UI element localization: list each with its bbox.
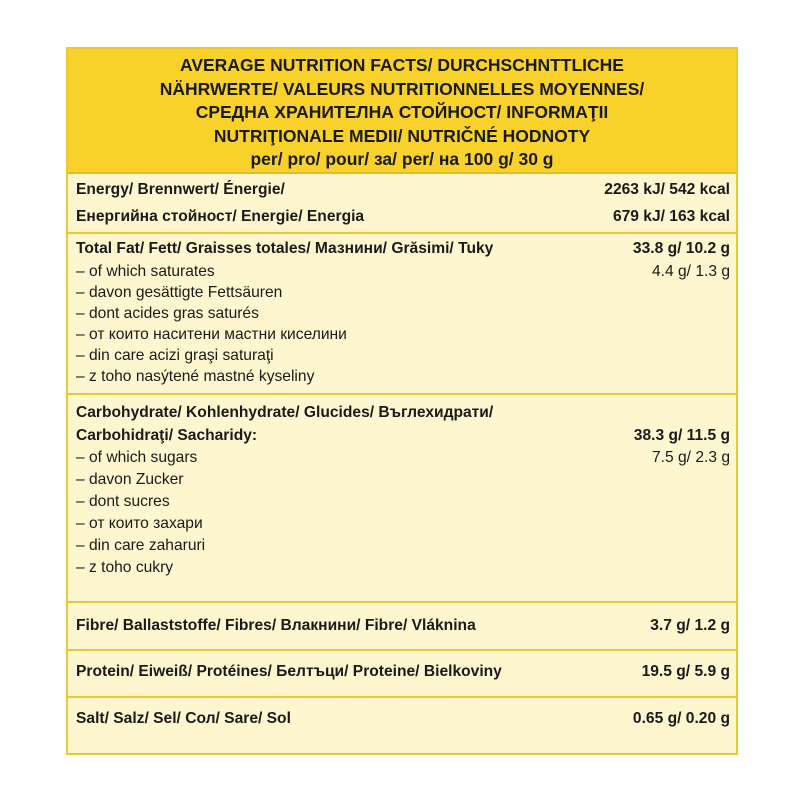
header-line: СРЕДНА ХРАНИТЕЛНА СТОЙНОСТ/ INFORMAŢII bbox=[195, 102, 609, 122]
carbs-sugars-value: 7.5 g/ 2.3 g bbox=[651, 449, 730, 466]
fibre-label: Fibre/ Ballaststoffe/ Fibres/ Влакнини/ Fibre/ Vláknina bbox=[76, 617, 476, 634]
fat-sub-line: – din care acizi graşi saturaţi bbox=[76, 347, 274, 364]
carbs-value: 38.3 g/ 11.5 g bbox=[633, 427, 730, 444]
energy-row bbox=[68, 174, 736, 234]
fat-sub-line: – davon gesättigte Fettsäuren bbox=[76, 284, 283, 301]
carbs-label: Carbohydrate/ Kohlenhydrate/ Glucides/ Въглехидрати/ bbox=[76, 404, 494, 421]
fat-sub-line: – от които наситени мастни киселини bbox=[76, 326, 347, 343]
fat-sub-line: – of which saturates bbox=[76, 263, 215, 280]
energy-label: Energy/ Brennwert/ Énergie/ bbox=[76, 181, 285, 198]
carbs-sub-line: – of which sugars bbox=[76, 449, 198, 466]
carbs-label: Carbohidraţi/ Sacharidy: bbox=[76, 427, 258, 444]
energy-value: 2263 kJ/ 542 kcal bbox=[604, 181, 730, 198]
fibre-value: 3.7 g/ 1.2 g bbox=[650, 617, 730, 634]
carbs-sub-line: – z toho cukry bbox=[76, 559, 174, 576]
header-line: per/ pro/ pour/ за/ per/ на 100 g/ 30 g bbox=[250, 149, 554, 169]
salt-label: Salt/ Salz/ Sel/ Сол/ Sare/ Sol bbox=[76, 710, 291, 727]
header-line: NÄHRWERTE/ VALEURS NUTRITIONNELLES MOYENNES/ bbox=[159, 78, 645, 99]
fat-row bbox=[68, 234, 736, 395]
carbs-sub-line: – davon Zucker bbox=[76, 471, 184, 488]
fat-sub-line: – dont acides gras saturés bbox=[76, 305, 259, 322]
protein-label: Protein/ Eiweiß/ Protéines/ Белтъци/ Proteine/ Bielkoviny bbox=[76, 663, 502, 680]
protein-value: 19.5 g/ 5.9 g bbox=[641, 663, 730, 680]
energy-label: Енергийна стойност/ Energie/ Energia bbox=[76, 208, 365, 225]
fat-sub-line: – z toho nasýtené mastné kyseliny bbox=[76, 368, 315, 385]
fat-value: 33.8 g/ 10.2 g bbox=[632, 240, 730, 257]
fibre-row bbox=[68, 603, 736, 651]
header-line: NUTRIŢIONALE MEDII/ NUTRIČNÉ HODNOTY bbox=[213, 125, 591, 146]
nutrition-label bbox=[66, 47, 738, 755]
fat-saturates-value: 4.4 g/ 1.3 g bbox=[651, 263, 730, 280]
header-line: AVERAGE NUTRITION FACTS/ DURCHSCHNTTLICHE bbox=[180, 55, 624, 75]
protein-row bbox=[68, 651, 736, 698]
carbs-row bbox=[68, 395, 736, 603]
fat-label: Total Fat/ Fett/ Graisses totales/ Мазнини/ Grăsimi/ Tuky bbox=[76, 240, 494, 257]
carbs-sub-line: – от които захари bbox=[76, 515, 203, 532]
carbs-sub-line: – dont sucres bbox=[76, 493, 170, 510]
carbs-sub-line: – din care zaharuri bbox=[76, 537, 206, 554]
nutrition-header bbox=[68, 49, 736, 174]
energy-value: 679 kJ/ 163 kcal bbox=[612, 208, 730, 225]
salt-row bbox=[68, 698, 736, 753]
salt-value: 0.65 g/ 0.20 g bbox=[632, 710, 730, 727]
